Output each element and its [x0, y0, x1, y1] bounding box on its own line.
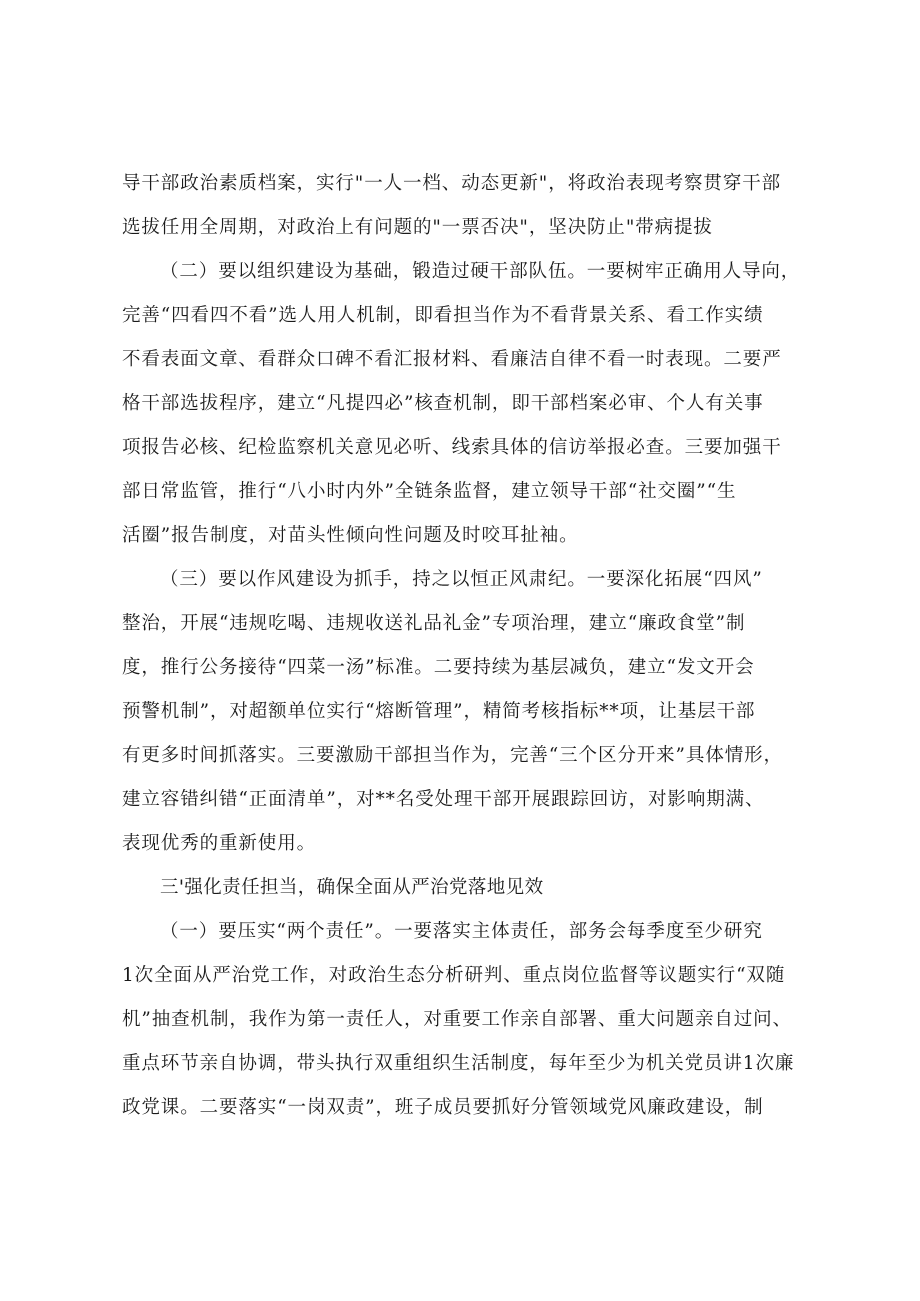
- text-line: 部日常监管，推行“八小时内外”全链条监督，建立领导干部“社交圈”“生: [122, 481, 737, 502]
- text-line: 项报告必核、纪检监察机关意见必听、线索具体的信访举报必查。三要加强干: [122, 437, 782, 458]
- text-line: 活圈”报告制度，对苗头性倾向性问题及时咬耳扯袖。: [122, 525, 579, 546]
- section-heading: 三'强化责任担当，确保全面从严治党落地见效: [160, 877, 544, 898]
- text-line: 格干部选拔程序，建立“凡提四必”核查机制，即干部档案必审、个人有关事: [122, 393, 764, 414]
- text-line: 机”抽查机制，我作为第一责任人，对重要工作亲自部署、重大问题亲自过问、: [122, 1009, 792, 1030]
- text-line: 预警机制”，对超额单位实行“熔断管理”，精简考核指标**项，让基层干部: [122, 701, 756, 722]
- text-line: 完善“四看四不看”选人用人机制，即看担当作为不看背景关系、看工作实绩: [122, 305, 764, 326]
- text-line: 导干部政治素质档案，实行"一人一档、动态更新"，将政治表现考察贯穿干部: [122, 173, 782, 194]
- text-line: 度，推行公务接待“四菜一汤”标准。二要持续为基层减负，建立“发文开会: [122, 657, 755, 678]
- paragraph-start-line: （三）要以作风建设为抓手，持之以恒正风肃纪。一要深化拓展“四风”: [160, 569, 763, 590]
- text-line: 有更多时间抓落实。三要激励干部担当作为，完善“三个区分开来”具体情形，: [122, 745, 783, 766]
- paragraph-start-line: （二）要以组织建设为基础，锻造过硬干部队伍。一要树牢正确用人导向，: [160, 261, 801, 282]
- paragraph-start-line: （一）要压实“两个责任”。一要落实主体责任，部务会每季度至少研究: [160, 921, 763, 942]
- text-line: 重点环节亲自协调，带头执行双重组织生活制度，每年至少为机关党员讲1次廉: [122, 1053, 795, 1074]
- text-line: 政党课。二要落实“一岗双责”，班子成员要抓好分管领域党风廉政建设，制: [122, 1097, 764, 1118]
- text-line: 选拔任用全周期，对政治上有问题的"一票否决"，坚决防止"带病提拔: [122, 217, 713, 238]
- text-line: 表现优秀的重新使用。: [122, 833, 317, 854]
- text-line: 整治，开展“违规吃喝、违规收送礼品礼金”专项治理，建立“廉政食堂”制: [122, 613, 746, 634]
- text-line: 建立容错纠错“正面清单”，对**名受处理干部开展跟踪回访，对影响期满、: [122, 789, 765, 810]
- text-line: 不看表面文章、看群众口碑不看汇报材料、看廉洁自律不看一时表现。二要严: [122, 349, 782, 370]
- text-line: 1次全面从严治党工作，对政治生态分析研判、重点岗位监督等议题实行“双随: [122, 965, 786, 986]
